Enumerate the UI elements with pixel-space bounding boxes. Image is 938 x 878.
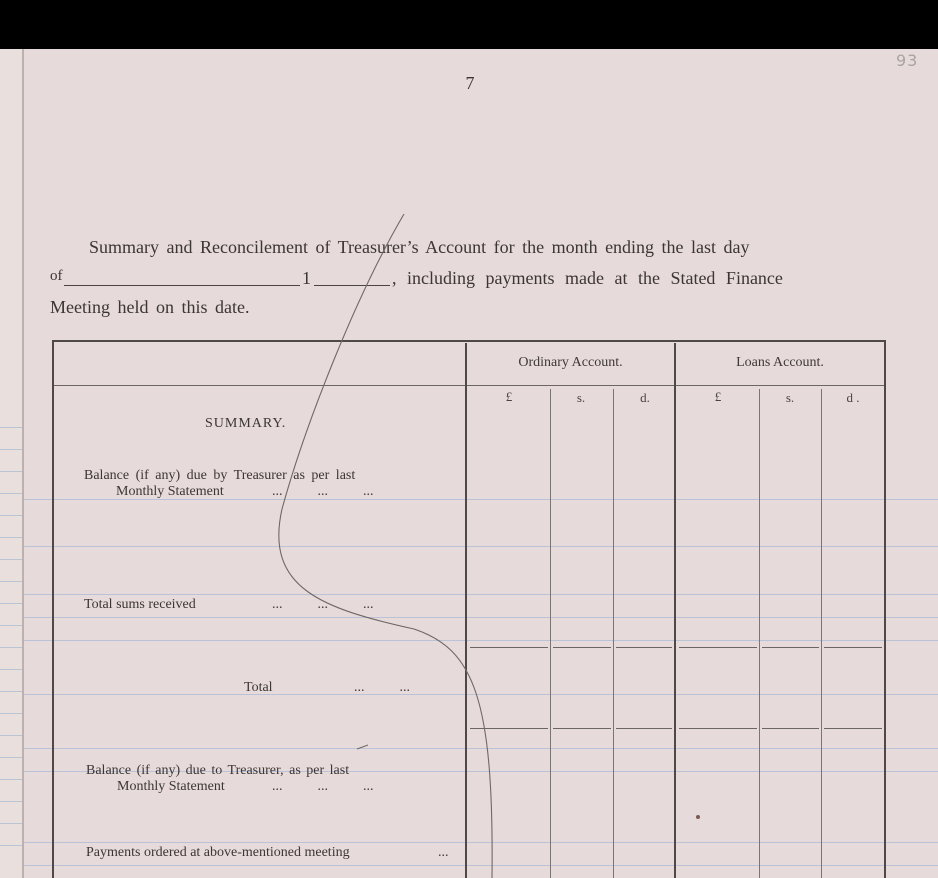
row-balance-by-treasurer-line2: Monthly Statement xyxy=(116,484,224,499)
intro-year-prefix: 1 xyxy=(302,268,311,288)
ruled-line xyxy=(0,603,22,604)
ruled-line xyxy=(0,427,22,428)
row-payments-ordered: Payments ordered at above-mentioned meeting xyxy=(86,845,350,860)
ruled-line xyxy=(0,537,22,538)
ordinary-account-header: Ordinary Account. xyxy=(518,355,623,370)
row-leader-dots: ... ... ... xyxy=(272,779,374,794)
ruled-line xyxy=(0,493,22,494)
row-leader-dots: ... xyxy=(438,845,449,860)
ledger-page xyxy=(24,49,938,878)
row-balance-to-treasurer-line1: Balance (if any) due to Treasurer, as per last xyxy=(86,763,350,778)
row-balance-to-treasurer-line2: Monthly Statement xyxy=(117,779,225,794)
pencil-curve-mark xyxy=(24,49,938,878)
ruled-line xyxy=(0,625,22,626)
loans-account-header: Loans Account. xyxy=(736,355,824,370)
pencil-folio-number: 93 xyxy=(896,51,919,70)
ruled-line xyxy=(0,669,22,670)
row-leader-dots: ... ... ... xyxy=(272,484,374,499)
ruled-line xyxy=(0,449,22,450)
ruled-line xyxy=(0,647,22,648)
intro-line-1: Summary and Reconcilement of Treasurer’s Account for the month ending the last day xyxy=(89,237,750,257)
ordinary-pounds-label: £ xyxy=(505,389,513,404)
ruled-line xyxy=(0,581,22,582)
ruled-line xyxy=(0,823,22,824)
page-number: 7 xyxy=(465,73,475,93)
summary-heading: SUMMARY. xyxy=(205,416,287,431)
row-leader-dots: ... ... ... xyxy=(272,597,374,612)
ruled-line xyxy=(0,515,22,516)
ruled-line xyxy=(0,845,22,846)
previous-page-edge xyxy=(0,49,24,878)
loans-shillings-label: s. xyxy=(785,390,795,405)
ruled-line xyxy=(0,735,22,736)
intro-line-2: , including payments made at the Stated Finance xyxy=(392,268,783,288)
loans-pence-label: d . xyxy=(846,390,860,405)
intro-of-label: of xyxy=(50,268,63,284)
ordinary-pence-label: d. xyxy=(640,390,650,405)
loans-pounds-label: £ xyxy=(714,389,722,404)
ruled-line xyxy=(0,757,22,758)
row-total: Total xyxy=(244,680,273,695)
ordinary-shillings-label: s. xyxy=(576,390,586,405)
ruled-line xyxy=(0,713,22,714)
ruled-line xyxy=(0,471,22,472)
ruled-line xyxy=(0,691,22,692)
row-leader-dots: ... ... xyxy=(354,680,410,695)
row-total-sums-received: Total sums received xyxy=(84,597,196,612)
intro-line-3: Meeting held on this date. xyxy=(50,297,250,317)
ruled-line xyxy=(0,801,22,802)
row-balance-by-treasurer-line1: Balance (if any) due by Treasurer as per last xyxy=(84,468,356,483)
ruled-line xyxy=(0,559,22,560)
ruled-line xyxy=(0,779,22,780)
